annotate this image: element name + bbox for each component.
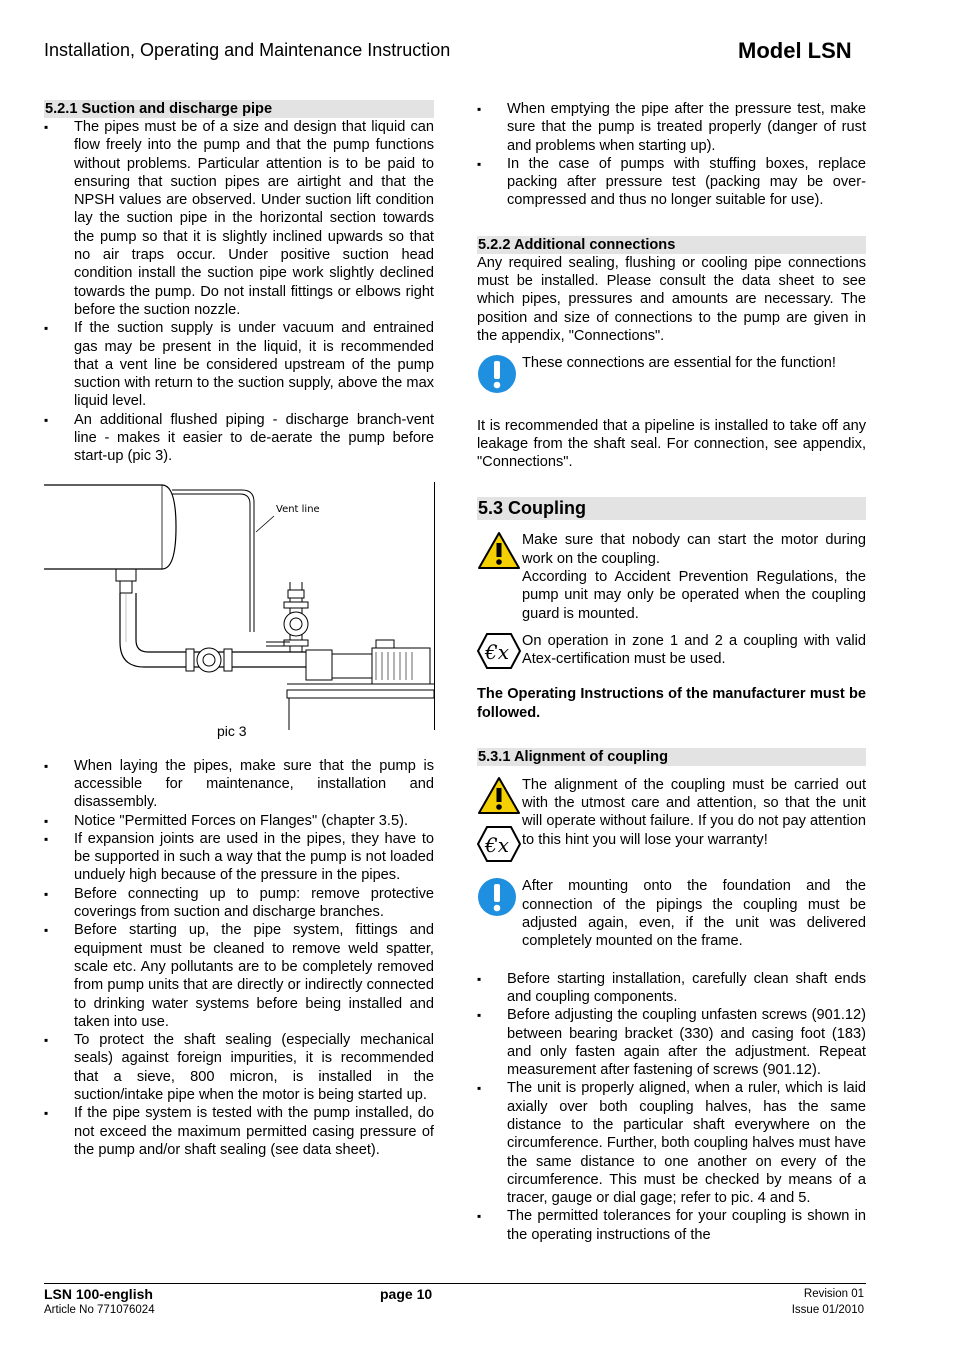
list-item: ▪ If the pipe system is tested with the pump installed, do not exceed the maximum permitted casing pressure of the pump and/or shaft sealing (see data sheet). [44, 1104, 434, 1159]
list-item: ▪ The unit is properly aligned, when a ruler, which is laid axially over both coupling halves, has the same distance to the particular shaft everywhere on the circumference. Further, both coupling halves must have the same distance to one another on every of the circumference. This must be checked by means of a tracer, gauge or dial gage; refer to pic. 4 and 5. [477, 1079, 866, 1207]
paragraph: Any required sealing, flushing or cooling pipe connections must be installed. Please consult the data sheet to see which pipes, pressures and amounts are necessary. The position and size of connections to the pump are given in the appendix, "Connections". [477, 254, 866, 344]
footer-revision: Revision 01 [803, 1288, 864, 1300]
section-title-5-3: 5.3 Coupling [477, 497, 866, 520]
footer-article: Article No 771076024 [44, 1304, 155, 1316]
right-column [477, 100, 866, 1244]
footer-doc: LSN 100-english [44, 1286, 153, 1302]
info-exclamation-icon [477, 877, 522, 922]
bullet-list [477, 970, 866, 1244]
warning-note [477, 776, 866, 869]
note-text: These connections are essential for the function! [522, 355, 836, 372]
list-item: ▪ In the case of pumps with stuffing boxes, replace packing after pressure test (packing may be over-compressed and thus no longer suitable for use). [477, 155, 866, 210]
list-item: ▪ The permitted tolerances for your coupling is shown in the operating instructions of the [477, 1207, 866, 1244]
section-title-5-2-2: 5.2.2 Additional connections [477, 236, 866, 254]
info-note [477, 877, 866, 950]
note-text: After mounting onto the foundation and the connection of the pipings the coupling must be adjusted again, even, if the unit was delivered completely mounted on the frame. [522, 878, 866, 950]
warning-triangle-icon [477, 531, 522, 576]
atex-ex-icon [477, 632, 522, 675]
warning-note [477, 531, 866, 622]
list-item: ▪ Notice "Permitted Forces on Flanges" (chapter 3.5). [44, 812, 434, 830]
footer-page: page 10 [380, 1286, 433, 1302]
svg-text:€x: €x [485, 639, 510, 664]
list-item: ▪ To protect the shaft sealing (especially mechanical seals) against foreign impurities, it is recommended that a sieve, 800 micron, is installed in the suction/intake pipe when the motor is being started up. [44, 1031, 434, 1104]
bold-paragraph: The Operating Instructions of the manufacturer must be followed. [477, 686, 866, 721]
figure-caption: pic 3 [217, 722, 247, 739]
paragraph: It is recommended that a pipeline is installed to take off any leakage from the shaft seal. For connection, see appendix, "Connections". [477, 417, 866, 471]
warning-text: According to Accident Prevention Regulations, the pump unit may only be operated when the coupling guard is mounted. [522, 569, 866, 622]
svg-text:€x: €x [485, 833, 510, 858]
section-title-5-3-1: 5.3.1 Alignment of coupling [477, 748, 866, 766]
vent-line-label: Vent line [276, 503, 320, 515]
atex-note [477, 632, 866, 675]
list-item: ▪ Before starting up, the pipe system, fittings and equipment must be cleaned to remove weld spatter, scale etc. Any pollutants are to be completely removed from pump units that are directly or indirectly connected to drinking water systems before being installed and taken into use. [44, 921, 434, 1031]
atex-text: On operation in zone 1 and 2 a coupling with valid Atex-certification must be used. [522, 632, 866, 668]
list-item: ▪ When emptying the pipe after the pressure test, make sure that the pump is treated properly (danger of rust and problems when starting up). [477, 100, 866, 155]
list-item: ▪ When laying the pipes, make sure that the pump is accessible for maintenance, installation and disassembly. [44, 757, 434, 812]
header-model: Model LSN [738, 38, 852, 63]
info-exclamation-icon [477, 354, 522, 399]
list-item: ▪ The pipes must be of a size and design that liquid can flow freely into the pump and that the pump functions without problems. Particular attention is to be paid to ensuring that suction pipes are airtight and that the NPSH values are observed. Under suction lift condition lay the suction pipe in the horizontal section towards the pump so that it is slightly inclined upwards so that no air traps occur. Under positive suction head condition install the suction pipe work slightly declined towards the pump. Do not install fittings or elbows right before the suction nozzle. [44, 118, 434, 319]
left-column [44, 100, 434, 1159]
section-title-5-2-1: 5.2.1 Suction and discharge pipe [44, 100, 434, 118]
pump-installation-diagram [44, 482, 434, 730]
figure-pump-vent-line [44, 482, 435, 739]
bullet-list [44, 118, 434, 466]
info-note [477, 354, 866, 399]
warning-text: Make sure that nobody can start the motor during work on the coupling. [522, 532, 866, 567]
list-item: ▪ An additional flushed piping - discharge branch-vent line - makes it easier to de-aerate the pump before start-up (pic 3). [44, 411, 434, 466]
footer-issue: Issue 01/2010 [791, 1304, 864, 1316]
list-item: ▪ Before starting installation, carefully clean shaft ends and coupling components. [477, 970, 866, 1007]
list-item: ▪ If the suction supply is under vacuum and entrained gas may be present in the liquid, it is recommended that a vent line be considered upstream of the pump suction with return to the suction supply, above the max liquid level. [44, 319, 434, 410]
warning-text: The alignment of the coupling must be carried out with the utmost care and attention, so that the unit will operate without failure. If you do not pay attention to this hint you will lose your warranty! [522, 776, 866, 848]
warning-triangle-icon [477, 776, 522, 821]
footer-divider [44, 1283, 866, 1284]
header-title: Installation, Operating and Maintenance Instruction [44, 40, 451, 60]
list-item: ▪ Before adjusting the coupling unfasten screws (901.12) between bearing bracket (330) and casing foot (183) and only fasten again after the adjustment. Repeat measurement after fastening of screws (901.12). [477, 1006, 866, 1079]
list-item: ▪ Before connecting up to pump: remove protective coverings from suction and discharge branches. [44, 885, 434, 922]
atex-ex-icon [477, 825, 522, 868]
bullet-list [44, 757, 434, 1160]
list-item: ▪ If expansion joints are used in the pipes, they have to be supported in such a way that the pump is not loaded unduely high because of the pressure in the pipes. [44, 830, 434, 885]
bullet-list [477, 100, 866, 210]
